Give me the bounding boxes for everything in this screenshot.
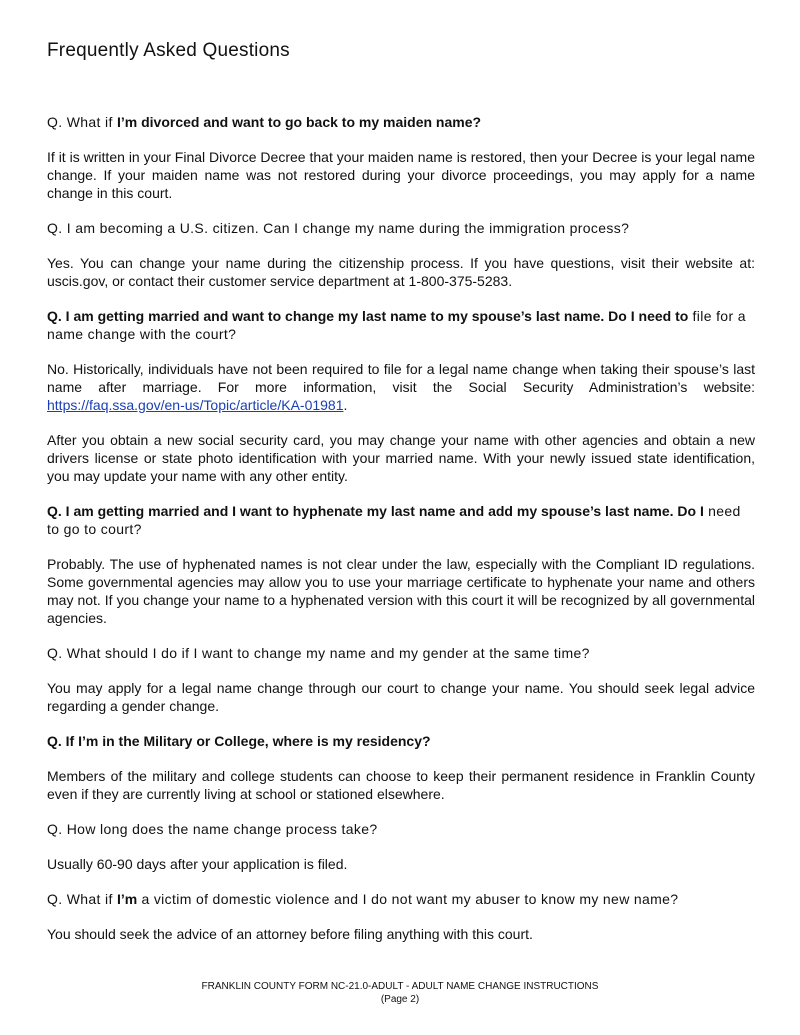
faq-answer-3	[47, 360, 755, 414]
faq-question-6	[47, 732, 755, 750]
question-bold: Q. If I’m in the Military or College, where is my residency?	[47, 733, 431, 749]
page-footer	[0, 980, 800, 1006]
page-title: Frequently Asked Questions	[47, 40, 290, 61]
answer-text: No. Historically, individuals have not been required to file for a legal name change when taking their spouse’s last name after marriage. For more information, visit the Social Security Administration’s website:	[47, 361, 755, 395]
question-bold: Q. I am getting married and I want to hyphenate my last name and add my spouse’s last name. Do I	[47, 503, 704, 519]
faq-answer-5: You may apply for a legal name change through our court to change your name. You should seek legal advice regarding a gender change.	[47, 680, 755, 714]
faq-question-1	[47, 113, 755, 131]
question-bold: I’m divorced and want to go back to my maiden name?	[116, 114, 482, 130]
answer-text-end: .	[343, 397, 348, 413]
faq-answer-3b: After you obtain a new social security card, you may change your name with other agencies and obtain a new drivers license or state photo identification with your married name. With your newly issued state identification, you may update your name with any other entity.	[47, 432, 755, 484]
faq-answer-6: Members of the military and college students can choose to keep their permanent residence in Franklin County even if they are currently living at school or stationed elsewhere.	[47, 768, 755, 802]
faq-answer-1: If it is written in your Final Divorce Decree that your maiden name is restored, then your Decree is your legal name change. If your maiden name was not restored during your divorce proceedings, you may apply for a name change in this court.	[47, 149, 755, 201]
question-rest: a victim of domestic violence and I do not want my abuser to know my new name?	[137, 891, 679, 907]
faq-answer-2: Yes. You can change your name during the citizenship process. If you have questions, visit their website at: uscis.gov, or contact their customer service department at 1-800-375-5283.	[47, 255, 755, 289]
faq-answer-8: You should seek the advice of an attorney before filing anything with this court.	[47, 926, 533, 942]
faq-list	[47, 113, 755, 960]
question-rest: file for a name change with the court?	[47, 308, 746, 342]
faq-question-3	[47, 307, 755, 343]
faq-question-4	[47, 502, 755, 538]
faq-question-8	[47, 890, 755, 908]
faq-answer-4: Probably. The use of hyphenated names is not clear under the law, especially with the Compliant ID regulations. Some governmental agencies may allow you to use your marriage certificate to hyphenate your name and others may not. If you change your name to a hyphenated version with this court it will be recognized by all governmental agencies.	[47, 556, 755, 626]
form-id: FRANKLIN COUNTY FORM NC-21.0-ADULT - ADULT NAME CHANGE INSTRUCTIONS	[201, 981, 599, 992]
question-rest: need to go to court?	[47, 503, 741, 537]
faq-question-2: Q. I am becoming a U.S. citizen. Can I change my name during the immigration process?	[47, 220, 630, 236]
question-prefix: Q. What if	[47, 891, 117, 907]
question-bold: I’m	[116, 891, 138, 907]
ssa-faq-link[interactable]: https://faq.ssa.gov/en-us/Topic/article/KA-01981	[47, 397, 344, 413]
faq-question-7: Q. How long does the name change process take?	[47, 821, 378, 837]
faq-question-5: Q. What should I do if I want to change my name and my gender at the same time?	[47, 645, 590, 661]
question-prefix: Q. What if	[47, 114, 117, 130]
page-number: (Page 2)	[380, 994, 420, 1005]
question-bold: Q. I am getting married and want to change my last name to my spouse’s last name. Do I need to	[47, 308, 689, 324]
faq-answer-7: Usually 60-90 days after your application is filed.	[47, 856, 348, 872]
